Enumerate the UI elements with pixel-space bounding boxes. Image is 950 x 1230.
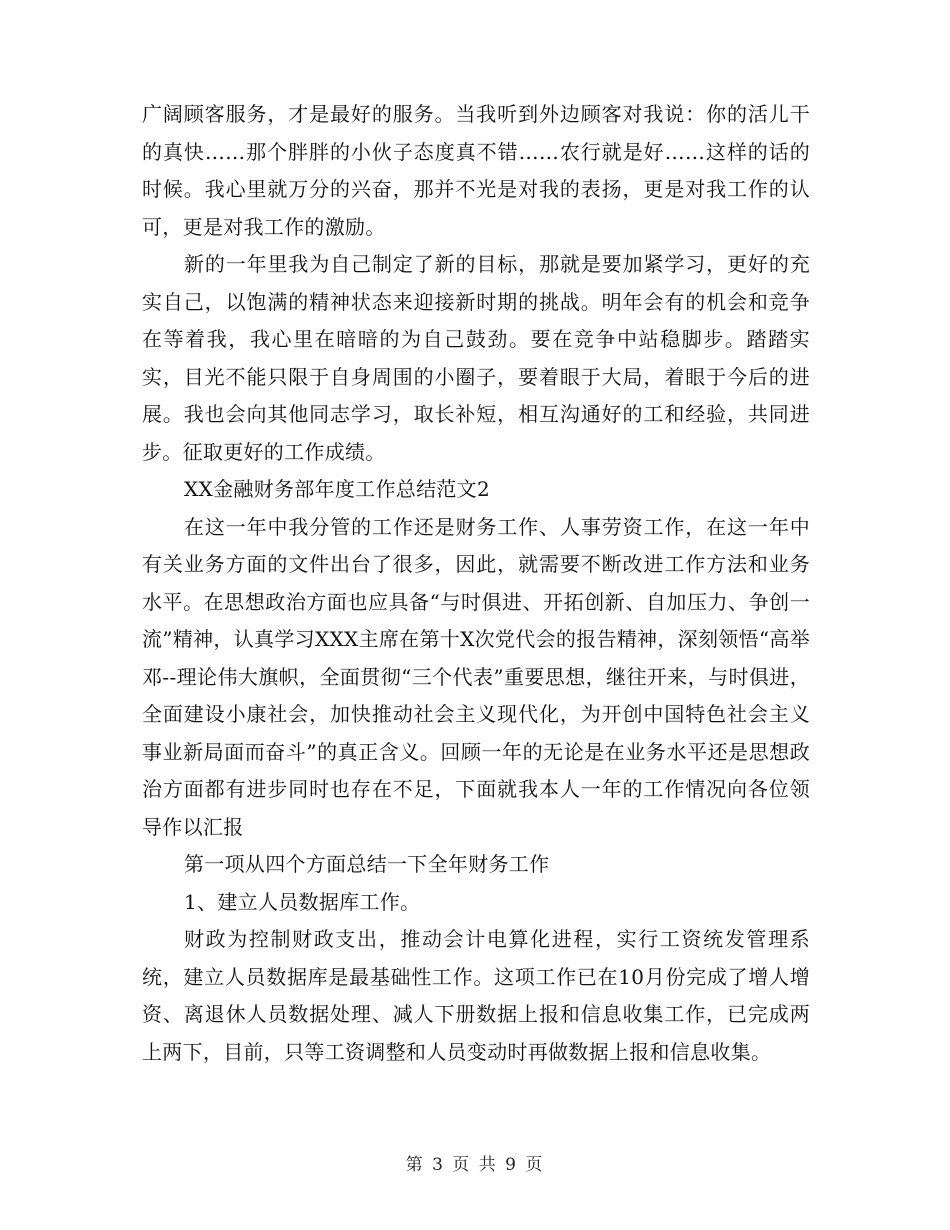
section-heading: XX金融财务部年度工作总结范文2 <box>184 477 491 501</box>
paragraph-2: 新的一年里我为自己制定了新的目标，那就是要加紧学习，更好的充实自己，以饱满的精神状态来迎接新时期的挑战。明年会有的机会和竞争在等着我，我心里在暗暗的为自己鼓劲。要在竞争中站稳脚步。踏踏实实，目光不能只限于自身周围的小圈子，要着眼于大局，着眼于今后的进展。我也会向其他同志学习，取长补短，相互沟通好的工和经验，共同进步。征取更好的工作成绩。 <box>142 252 810 464</box>
paragraph-4: 财政为控制财政支出，推动会计电算化进程，实行工资统发管理系统，建立人员数据库是最基础性工作。这项工作已在10月份完成了增人增资、离退休人员数据处理、减人下册数据上报和信息收集工作，已完成两上两下，目前，只等工资调整和人员变动时再做数据上报和信息收集。 <box>142 927 810 1064</box>
paragraph-3: 在这一年中我分管的工作还是财务工作、人事劳资工作，在这一年中有关业务方面的文件出台了很多，因此，就需要不断改进工作方法和业务水平。在思想政治方面也应具备“与时俱进、开拓创新、自加压力、争创一流”精神，认真学习XXX主席在第十X次党代会的报告精神，深刻领悟“高举邓--理论伟大旗帜，全面贯彻“三个代表”重要思想，继往开来，与时俱进，全面建设小康社会，加快推动社会主义现代化，为开创中国特色社会主义事业新局面而奋斗”的真正含义。回顾一年的无论是在业务水平还是思想政治方面都有进步同时也存在不足，下面就我本人一年的工作情况向各位领导作以汇报 <box>142 514 810 839</box>
subsection-heading: 第一项从四个方面总结一下全年财务工作 <box>184 852 550 876</box>
page-number: 第 3 页 共 9 页 <box>405 1155 545 1175</box>
list-item-heading: 1、建立人员数据库工作。 <box>184 889 421 914</box>
paragraph-1: 广阔顾客服务，才是最好的服务。当我听到外边顾客对我说：你的活儿干的真快……那个胖胖的小伙子态度真不错……农行就是好……这样的话的时候。我心里就万分的兴奋，那并不光是对我的表扬，更是对我工作的认可，更是对我工作的激励。 <box>142 102 810 239</box>
document-body <box>142 96 810 1071</box>
